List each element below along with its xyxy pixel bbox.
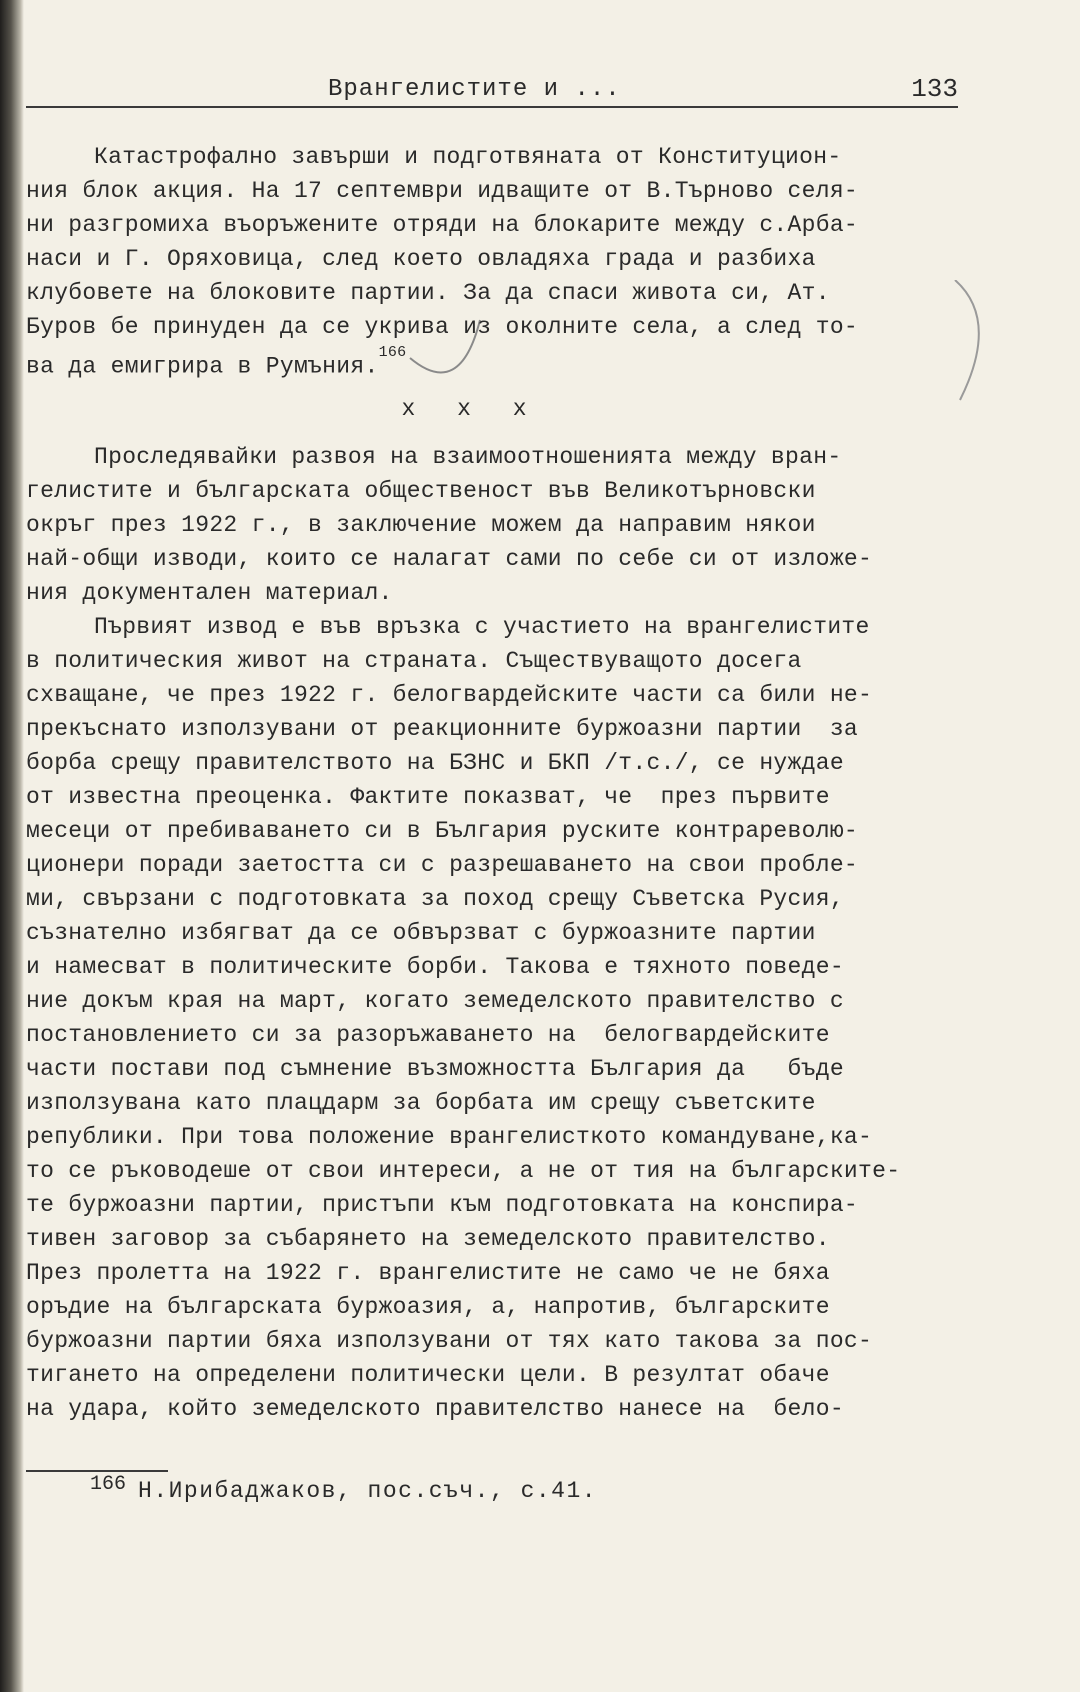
section-break: x x x bbox=[401, 396, 541, 422]
text-line: прекъснато използувани от реакционните буржоазни партии за bbox=[26, 716, 859, 742]
text-line: ния документален материал. bbox=[26, 580, 393, 606]
text-line: гелистите и българската общественост във Великотърновски bbox=[26, 478, 816, 504]
footnote-number: 166 bbox=[90, 1473, 127, 1496]
text-line: републики. При това положение врангелисткото командуване,ка- bbox=[26, 1124, 873, 1150]
text-line: окръг през 1922 г., в заключение можем да направим някои bbox=[26, 512, 816, 538]
text-line: оръдие на българската буржоазия, а, напротив, българските bbox=[26, 1294, 830, 1320]
page-number: 133 bbox=[911, 74, 958, 104]
text-line: Буров бе принуден да се укрива из околните села, а след то- bbox=[26, 314, 859, 340]
text-line: Първият извод е във връзка с участието на врангелистите bbox=[94, 614, 870, 640]
text-line: месеци от пребиваването си в България руските контрареволю- bbox=[26, 818, 859, 844]
text-line: ние докъм края на март, когато земеделското правителство с bbox=[26, 988, 844, 1014]
text-line: ни разгромиха въоръжените отряди на блокарите между с.Арба- bbox=[26, 212, 859, 238]
text-line bbox=[26, 344, 976, 378]
text-line: борба срещу правителството на БЗНС и БКП /т.с./, се нуждае bbox=[26, 750, 844, 776]
running-title: Врангелистите и ... bbox=[328, 76, 621, 103]
text-line: части постави под съмнение възможността България да бъде bbox=[26, 1056, 844, 1082]
footnote-reference: 166 bbox=[378, 344, 407, 361]
text-line: на удара, който земеделското правителство нанесе на бело- bbox=[26, 1396, 844, 1422]
text-fragment: ва да емигрира в Румъния. bbox=[26, 353, 379, 378]
text-line: ционери поради заетостта си с разрешаването на свои пробле- bbox=[26, 852, 859, 878]
text-line: През пролетта на 1922 г. врангелистите не само че не бяха bbox=[26, 1260, 830, 1286]
text-line: използувана като плацдарм за борбата им срещу съветските bbox=[26, 1090, 816, 1116]
text-line: то се ръководеше от свои интереси, а не от тия на българските- bbox=[26, 1158, 901, 1184]
text-line: от известна преоценка. Фактите показват, че през първите bbox=[26, 784, 830, 810]
text-line: съзнателно избягват да се обвързват с буржоазните партии bbox=[26, 920, 816, 946]
text-line: и намесват в политическите борби. Такова е тяхното поведе- bbox=[26, 954, 844, 980]
text-line: най-общи изводи, които се налагат сами по себе си от изложе- bbox=[26, 546, 873, 572]
text-line: схващане, че през 1922 г. белогвардейските части са били не- bbox=[26, 682, 873, 708]
running-header bbox=[26, 72, 958, 108]
text-line: Катастрофално завърши и подготвяната от Конституцион- bbox=[94, 144, 842, 170]
text-line: клубовете на блоковите партии. За да спаси живота си, Ат. bbox=[26, 280, 830, 306]
text-line: буржоазни партии бяха използувани от тях като такова за пос- bbox=[26, 1328, 873, 1354]
text-line: ния блок акция. На 17 септември идващите от В.Търново селя- bbox=[26, 178, 859, 204]
main-text bbox=[26, 140, 976, 1426]
text-line: наси и Г. Оряховица, след което овладяха града и разбиха bbox=[26, 246, 816, 272]
text-line: тигането на определени политически цели. В резултат обаче bbox=[26, 1362, 830, 1388]
text-line: Проследявайки развоя на взаимоотношенията между вран- bbox=[94, 444, 842, 470]
text-line: тивен заговор за събарянето на земеделското правителство. bbox=[26, 1226, 830, 1252]
footnote-divider bbox=[26, 1470, 168, 1472]
text-line: те буржоазни партии, пристъпи към подготовката на конспира- bbox=[26, 1192, 859, 1218]
text-line: постановлението си за разоръжаването на белогвардейските bbox=[26, 1022, 830, 1048]
text-line: ми, свързани с подготовката за поход срещу Съветска Русия, bbox=[26, 886, 844, 912]
footnote-text: Н.Ирибаджаков, пос.съч., с.41. bbox=[138, 1478, 598, 1504]
text-line: в политическия живот на страната. Съществуващото досега bbox=[26, 648, 802, 674]
footnote bbox=[90, 1473, 598, 1504]
